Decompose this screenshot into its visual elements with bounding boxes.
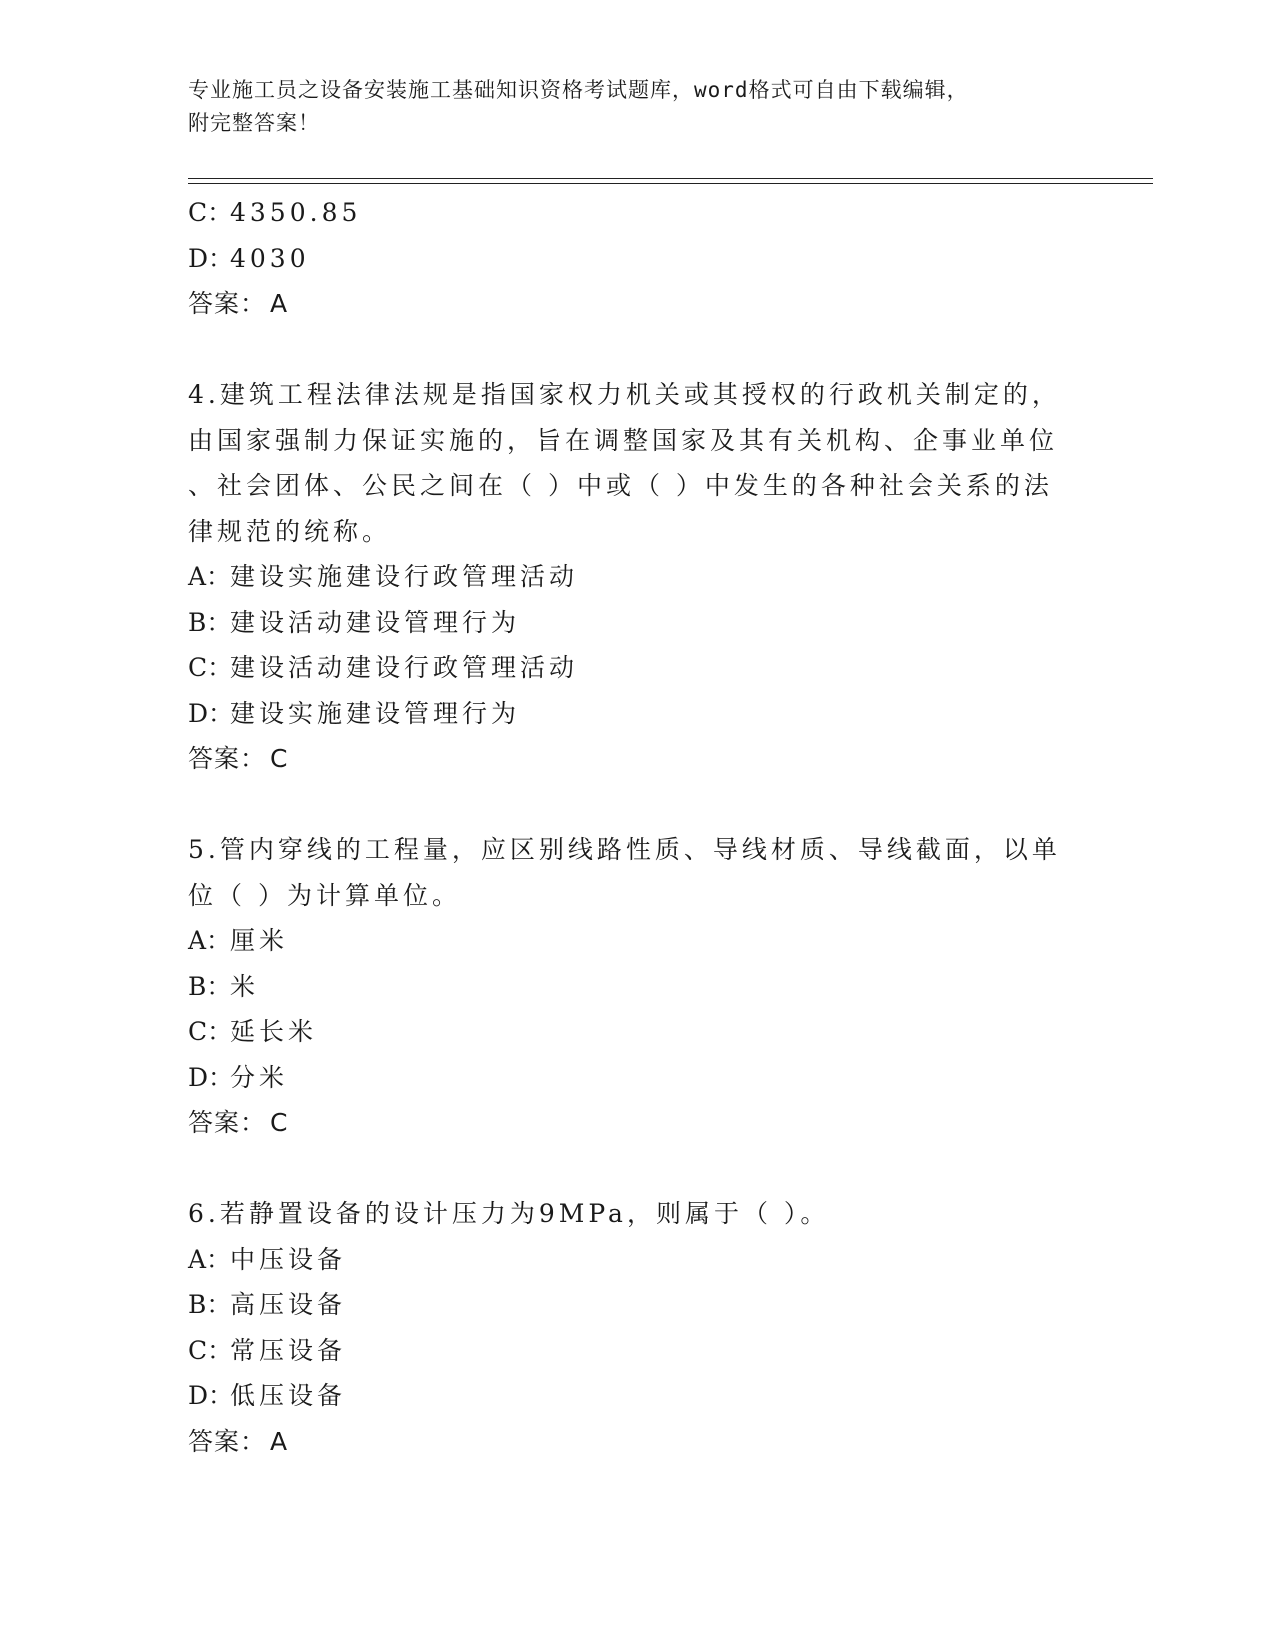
question-block-3 — [188, 190, 1068, 327]
option-key: C： — [188, 1017, 233, 1046]
option-c — [188, 645, 1068, 691]
option-c — [188, 1009, 1068, 1055]
answer-label: 答案： — [188, 1426, 267, 1456]
option-d — [188, 1373, 1068, 1419]
option-d — [188, 1055, 1068, 1101]
option-key: B： — [188, 1290, 232, 1319]
document-header — [188, 74, 1088, 140]
header-divider-top — [188, 178, 1153, 179]
option-text: 建设实施建设行政管理活动 — [230, 562, 579, 591]
option-key: D： — [188, 1381, 234, 1410]
question-stem-line: 位（ ）为计算单位。 — [188, 880, 461, 910]
option-key: A： — [188, 926, 232, 955]
option-text: 中压设备 — [230, 1244, 347, 1274]
option-c — [188, 190, 1068, 236]
option-key: D： — [188, 698, 234, 728]
question-stem-line: 5.管内穿线的工程量，应区别线路性质、导线材质、导线截面，以单 — [188, 835, 1061, 864]
option-text: 低压设备 — [230, 1381, 347, 1410]
spacer — [188, 327, 1068, 373]
answer-label: 答案： — [188, 1108, 267, 1137]
option-d — [188, 691, 1068, 737]
answer-line — [188, 736, 1068, 782]
spacer — [188, 782, 1068, 828]
question-stem-line: 4.建筑工程法律法规是指国家权力机关或其授权的行政机关制定的， — [188, 380, 1061, 409]
option-text: 常压设备 — [230, 1335, 347, 1365]
header-title-line-2: 附完整答案！ — [188, 111, 320, 135]
option-b — [188, 1282, 1068, 1328]
option-a — [188, 554, 1068, 600]
answer-line — [188, 281, 1068, 327]
option-text: 延长米 — [230, 1017, 318, 1046]
answer-line — [188, 1419, 1068, 1465]
answer-label: 答案： — [188, 289, 267, 318]
option-a — [188, 918, 1068, 964]
question-stem-line: 由国家强制力保证实施的，旨在调整国家及其有关机构、企事业单位 — [188, 425, 1059, 455]
option-text: 高压设备 — [230, 1290, 347, 1319]
question-list — [188, 190, 1068, 1464]
option-key: B： — [188, 971, 232, 1001]
question-stem-line: 律规范的统称。 — [188, 516, 392, 546]
option-b — [188, 964, 1068, 1010]
header-divider-bottom — [188, 183, 1153, 184]
option-d — [188, 236, 1068, 282]
question-block-5 — [188, 827, 1068, 1146]
option-key: C： — [188, 198, 233, 227]
answer-value: A — [270, 1426, 289, 1456]
answer-label: 答案： — [188, 744, 267, 773]
option-text: 4030 — [230, 243, 310, 273]
option-key: D： — [188, 1062, 234, 1092]
option-key: D： — [188, 243, 234, 273]
option-text: 米 — [230, 971, 260, 1001]
question-stem-line: 、社会团体、公民之间在（ ）中或（ ）中发生的各种社会关系的法 — [188, 471, 1053, 500]
option-text: 建设活动建设行政管理活动 — [230, 653, 579, 682]
option-text: 建设活动建设管理行为 — [230, 607, 521, 637]
option-key: A： — [188, 1244, 232, 1274]
header-title-line-1: 专业施工员之设备安装施工基础知识资格考试题库，word格式可自由下载编辑， — [188, 78, 969, 102]
option-key: C： — [188, 653, 233, 682]
option-text: 分米 — [230, 1062, 289, 1092]
question-block-6 — [188, 1191, 1068, 1464]
option-b — [188, 600, 1068, 646]
question-stem-line: 6.若静置设备的设计压力为9MPa，则属于（ ）。 — [188, 1199, 830, 1228]
option-key: B： — [188, 607, 232, 637]
option-text: 建设实施建设管理行为 — [230, 698, 521, 728]
spacer — [188, 1146, 1068, 1192]
option-text: 厘米 — [230, 926, 289, 955]
answer-value: C — [270, 1108, 289, 1137]
option-key: A： — [188, 562, 232, 591]
answer-value: C — [270, 744, 289, 773]
question-block-4 — [188, 372, 1068, 782]
option-text: 4350.85 — [230, 198, 362, 227]
option-a — [188, 1237, 1068, 1283]
answer-value: A — [270, 289, 289, 318]
option-c — [188, 1328, 1068, 1374]
option-key: C： — [188, 1335, 233, 1365]
answer-line — [188, 1100, 1068, 1146]
